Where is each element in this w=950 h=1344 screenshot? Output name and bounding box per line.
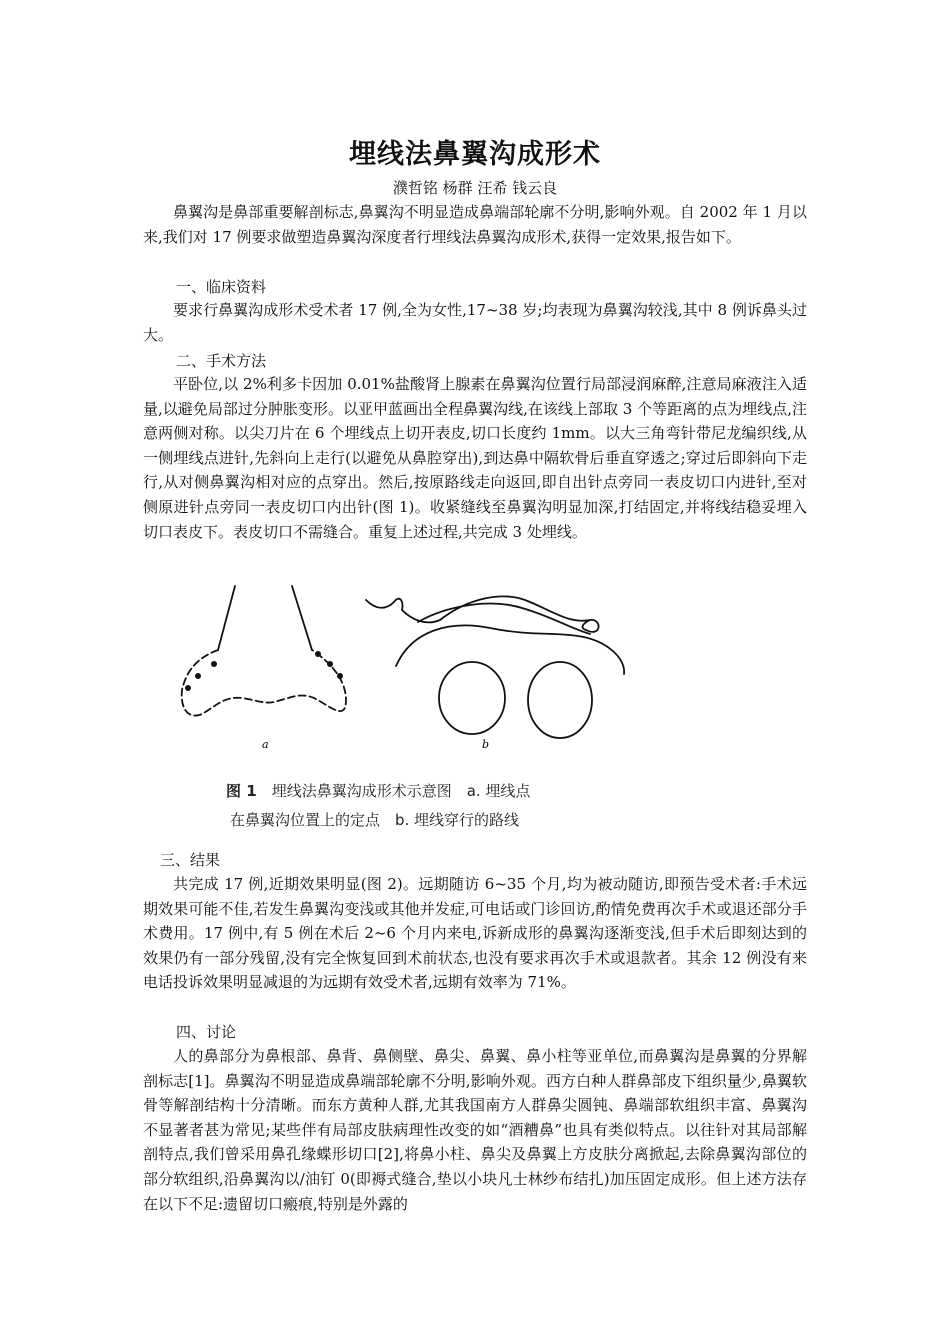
nose-left-side-line bbox=[218, 586, 235, 650]
thread-path-loop bbox=[418, 604, 590, 634]
figure-1 bbox=[150, 580, 670, 760]
right-nostril bbox=[528, 662, 592, 738]
figure-label-a: a bbox=[262, 738, 269, 751]
figure-label-b: b bbox=[482, 738, 490, 751]
suture-point-right-2 bbox=[327, 661, 333, 667]
suture-point-right-3 bbox=[337, 673, 343, 679]
section-4-body: 人的鼻部分为鼻根部、鼻背、鼻侧壁、鼻尖、鼻翼、鼻小柱等亚单位,而鼻翼沟是鼻翼的分界解剖标志[1]。鼻翼沟不明显造成鼻端部轮廓不分明,影响外观。西方白种人群鼻部皮下组织量少,鼻翼软骨等解剖结构十分清晰。而东方黄种人群,尤其我国南方人群鼻尖圆钝、鼻端部软组织丰富、鼻翼沟不显著者甚为常见;某些伴有局部皮肤病理性改变的如“酒糟鼻”也具有类似特点。以往针对其局部解剖特点,我们曾采用鼻孔缘蝶形切口[2],将鼻小柱、鼻尖及鼻翼上方皮肤分离掀起,去除鼻翼沟部位的部分软组织,沿鼻翼沟以/油钉 0(即褥式缝合,垫以小块凡士林纱布结扎)加压固定成形。但上述方法存在以下不足:遗留切口瘢痕,特别是外露的 bbox=[143, 1047, 807, 1213]
section-1-body: 要求行鼻翼沟成形术受术者 17 例,全为女性,17~38 岁;均表现为鼻翼沟较浅,其中 8 例诉鼻头过大。 bbox=[143, 301, 807, 344]
nose-bottom-outline bbox=[182, 650, 346, 716]
section-2-body: 平卧位,以 2%利多卡因加 0.01%盐酸肾上腺素在鼻翼沟位置行局部浸润麻醉,注意局麻液注入适量,以避免局部过分肿胀变形。以亚甲蓝画出全程鼻翼沟线,在该线上部取 3 个等距离的点为埋线点,注意两侧对称。以尖刀片在 6 个埋线点上切开表皮,切口长度约 1mm。以大三角弯针带尼龙编织线,从一侧埋线点进针,先斜向上走行(以避免从鼻腔穿出),到达鼻中隔软骨后垂直穿透之;穿过后即斜向下走行,从对侧鼻翼沟相对应的点穿出。然后,按原路线走向返回,即自出针点旁同一表皮切口内进针,至对侧原进针点旁同一表皮切口内出针(图 1)。收紧缝线至鼻翼沟明显加深,打结固定,并将线结稳妥埋入切口表皮下。表皮切口不需缝合。重复上述过程,共完成 3 处埋线。 bbox=[143, 375, 807, 541]
suture-point-left-3 bbox=[185, 685, 191, 691]
left-nostril bbox=[439, 662, 505, 734]
intro-paragraph: 鼻翼沟是鼻部重要解剖标志,鼻翼沟不明显造成鼻端部轮廓不分明,影响外观。自 2002 年 1 月以来,我们对 17 例要求做塑造鼻翼沟深度者行埋线法鼻翼沟成形术,获得一定效果,报告如下。 bbox=[143, 203, 807, 246]
authors: 濮哲铭 杨群 汪希 钱云良 bbox=[392, 179, 558, 197]
figure-caption-line-2: 在鼻翼沟位置上的定点 b. 埋线穿行的路线 bbox=[230, 811, 520, 829]
section-1-heading: 一、临床资料 bbox=[176, 278, 267, 296]
section-4-heading: 四、讨论 bbox=[176, 1023, 237, 1041]
nose-right-side-line bbox=[292, 586, 312, 650]
figure-caption-number: 图 1 bbox=[226, 782, 257, 800]
section-3-body: 共完成 17 例,近期效果明显(图 2)。远期随访 6~35 个月,均为被动随访,即预告受术者:手术远期效果可能不佳,若发生鼻翼沟变浅或其他并发症,可电话或门诊回访,酌情免费再次手术或退还部分手术费用。17 例中,有 5 例在术后 2~6 个月内来电,诉新成形的鼻翼沟逐渐变浅,但手术后即刻达到的效果仍有一部分残留,没有完全恢复回到术前状态,也没有要求再次手术或退款者。其余 12 例没有来电话投诉效果明显减退的为远期有效受术者,远期有效率为 71%。 bbox=[143, 875, 807, 992]
suture-point-left-2 bbox=[195, 673, 201, 679]
alar-outline bbox=[396, 625, 624, 674]
suture-point-left-1 bbox=[211, 661, 217, 667]
figure-1-drawing bbox=[150, 580, 670, 760]
section-3-heading: 三、结果 bbox=[160, 851, 221, 869]
figure-caption-line-1 bbox=[226, 780, 530, 801]
paper-title: 埋线法鼻翼沟成形术 bbox=[349, 139, 601, 170]
suture-point-right-1 bbox=[315, 651, 321, 657]
section-2-heading: 二、手术方法 bbox=[176, 352, 267, 370]
figure-caption-text-1: 埋线法鼻翼沟成形术示意图 a. 埋线点 bbox=[271, 782, 531, 800]
